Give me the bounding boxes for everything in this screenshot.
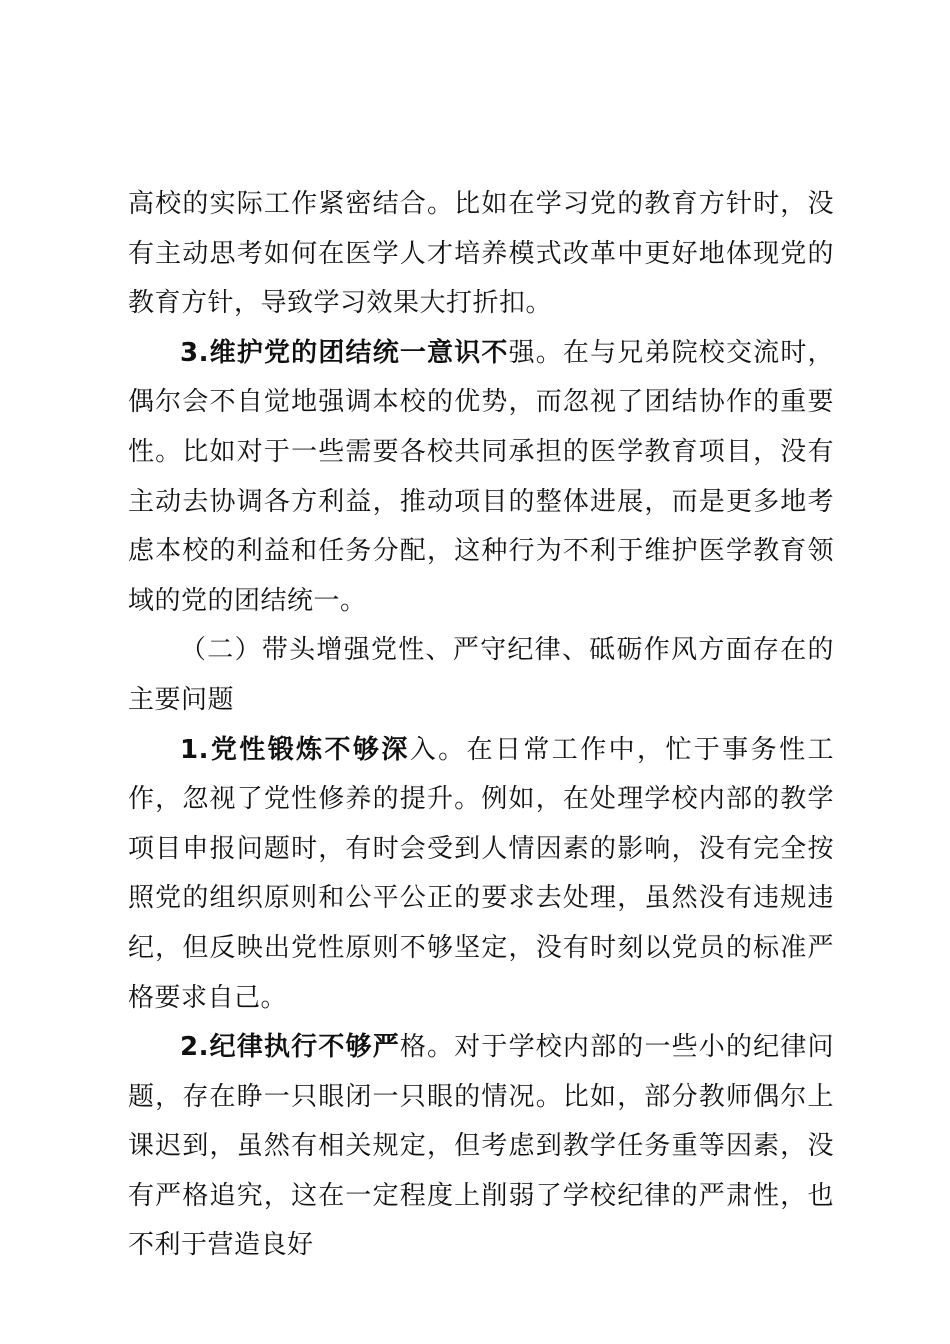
section-heading-text: （二）带头增强党性、严守纪律、砥砺作风方面存在的主要问题 [128, 635, 834, 715]
paragraph-continuation [128, 180, 834, 329]
paragraph-heading: 2.纪律执行不够严 [180, 1032, 400, 1063]
paragraph-heading: 1.党性锻炼不够深 [180, 734, 410, 765]
paragraph-text: 强。在与兄弟院校交流时，偶尔会不自觉地强调本校的优势，而忽视了团结协作的重要性。比如对于一些需要各校共同承担的医学教育项目，没有主动去协调各方利益，推动项目的整体进展，而是更多地考虑本校的利益和任务分配，这种行为不利于维护医学教育领域的党的团结统一。 [128, 337, 834, 616]
paragraph-discipline [128, 1023, 834, 1271]
document-body [128, 180, 834, 1271]
section-heading [128, 626, 834, 725]
paragraph-text: 入。在日常工作中，忙于事务性工作，忽视了党性修养的提升。例如，在处理学校内部的教学项目申报问题时，有时会受到人情因素的影响，没有完全按照党的组织原则和公平公正的要求去处理，虽然没有违规违纪，但反映出党性原则不够坚定，没有时刻以党员的标准严格要求自己。 [128, 734, 834, 1013]
paragraph-party-unity [128, 329, 834, 627]
paragraph-heading: 3.维护党的团结统一意识不 [180, 337, 509, 368]
paragraph-text: 格。对于学校内部的一些小的纪律问题，存在睁一只眼闭一只眼的情况。比如，部分教师偶尔上课迟到，虽然有相关规定，但考虑到教学任务重等因素，没有严格追究，这在一定程度上削弱了学校纪律的严肃性，也不利于营造良好 [128, 1032, 834, 1261]
paragraph-party-spirit [128, 726, 834, 1024]
paragraph-text: 高校的实际工作紧密结合。比如在学习党的教育方针时，没有主动思考如何在医学人才培养模式改革中更好地体现党的教育方针，导致学习效果大打折扣。 [128, 189, 834, 319]
